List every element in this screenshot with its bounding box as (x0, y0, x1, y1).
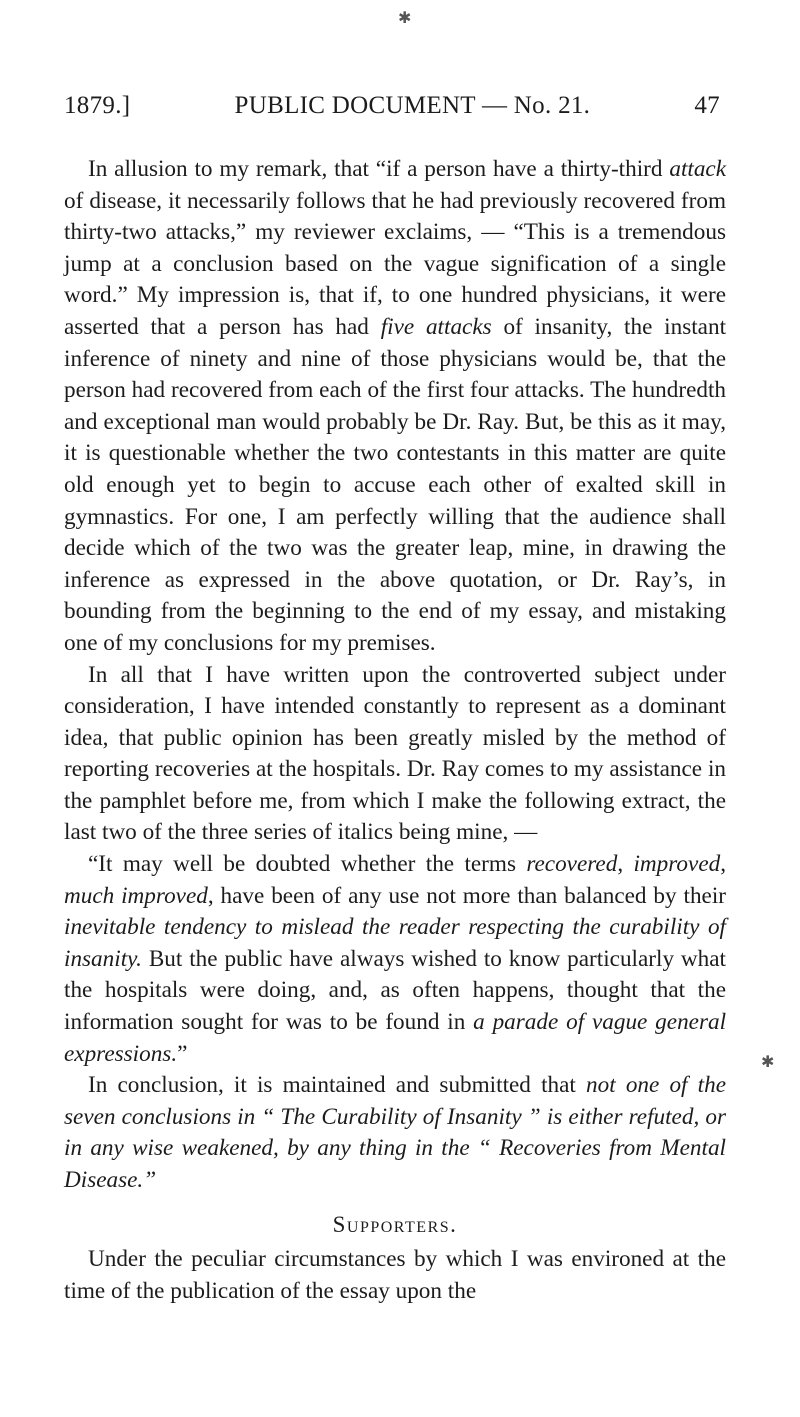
paragraph-quotation: “It may well be doubted whether the terms recovered, improved, much improved, have been of any use not more than balanced by their inevitable tendency to mislead the reader respecting the curability of insanity. But the public have always wished to know particularly what the hospitals were doing, and, as often happens, thought that the information sought for was to be found in a parade of vague general expressions.” (64, 851, 727, 1067)
header-title: PUBLIC DOCUMENT — No. 21. (234, 92, 591, 119)
body-text (64, 154, 726, 1307)
printer-mark-icon: ✱ (398, 8, 412, 27)
section-heading: Supporters. (332, 1211, 458, 1237)
paragraph-controverted-subject: In all that I have written upon the controverted subject under consideration, I have intended constantly to represent as a dominant idea, that public opinion has been greatly misled by the method of reporting recoveries at the hospitals. Dr. Ray comes to my assistance in the pamphlet before me, from which I make the following extract, the last two of the three series of italics being mine, — (64, 661, 726, 846)
running-head (64, 92, 720, 132)
paragraph-supporters: Under the peculiar circumstances by which I was environed at the time of the publication of the essay upon the (64, 1246, 726, 1304)
header-year: 1879.] (64, 92, 131, 119)
paragraph-allusion: In allusion to my remark, that “if a person have a thirty-third attack of disease, it necessarily follows that he had previously recovered from thirty-two attacks,” my reviewer exclaims, — “This is a tremendous jump at a conclusion based on the vague signification of a single word.” My impression is, that if, to one hundred physicians, it were asserted that a person has had five attacks of insanity, the instant inference of ninety and nine of those physicians would be, that the person had recovered from each of the first four attacks. The hundredth and exceptional man would probably be Dr. Ray. But, be this as it may, it is questionable whether the two contestants in this matter are quite old enough yet to begin to accuse each other of exalted skill in gymnastics. For one, I am perfectly willing that the audience shall decide which of the two was the greater leap, mine, in drawing the inference as expressed in the above quotation, or Dr. Ray’s, in bounding from the beginning to the end of my essay, and mistaking one of my conclusions for my premises. (64, 156, 727, 656)
paragraph-conclusion: In conclusion, it is maintained and submitted that not one of the seven conclusions in “ The Curability of Insanity ” is either refuted, or in any wise weakened, by any thing in the “ Recoveries from Mental Disease.” (64, 1072, 726, 1193)
margin-mark-icon: ✱ (761, 1052, 775, 1071)
header-page-number: 47 (694, 92, 720, 119)
